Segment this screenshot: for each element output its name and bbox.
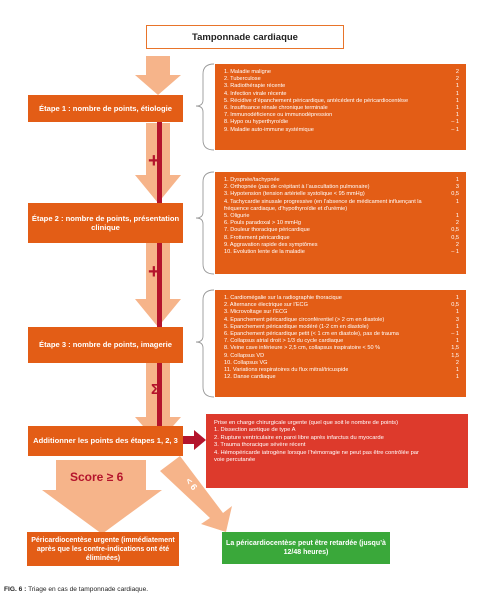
- step-1-box: Étape 1 : nombre de points, étiologie: [28, 95, 183, 122]
- criterion-score: 1,5: [451, 352, 459, 359]
- step-2-box: Étape 2 : nombre de points, présentation clinique: [28, 203, 183, 243]
- criterion-score: 0,5: [451, 234, 459, 241]
- criterion-row: [224, 235, 459, 242]
- criterion-row: [224, 374, 459, 381]
- criterion-text: 2. Alternance électrique sur l’ECG: [224, 302, 308, 309]
- criterion-row: [224, 324, 459, 331]
- criterion-text: 11. Variations respiratoires du flux mitral/tricuspide: [224, 367, 349, 374]
- criterion-row: [224, 199, 459, 213]
- criterion-score: 2: [455, 241, 459, 248]
- criterion-score: 1: [455, 323, 459, 330]
- brace-step2: [196, 172, 214, 274]
- criterion-score: 1: [455, 374, 459, 381]
- criterion-text: 6. Pouls paradoxal > 10 mmHg: [224, 220, 301, 227]
- criterion-row: [224, 191, 459, 198]
- criterion-score: 3: [455, 316, 459, 323]
- criterion-text: 7. Collapsus atrial droit > 1/3 du cycle cardiaque: [224, 338, 344, 345]
- criterion-text: 8. Frottement péricardique: [224, 234, 290, 241]
- criterion-row: [224, 242, 459, 249]
- criterion-score: 2: [455, 76, 459, 83]
- criterion-score: 1: [455, 367, 459, 374]
- caption-label: FIG. 6 :: [4, 586, 27, 593]
- criterion-row: [224, 69, 459, 76]
- criterion-text: 3. Radiothérapie récente: [224, 83, 286, 90]
- criterion-row: [224, 331, 459, 338]
- step-2-criteria-list: [215, 172, 466, 274]
- criterion-score: 1,5: [451, 345, 459, 352]
- criterion-text: 1. Dyspnée/tachypnée: [224, 177, 280, 183]
- criterion-score: 1: [455, 105, 459, 112]
- urgent-pericardiocentesis-box: Péricardiocentèse urgente (immédiatement après que les contre-indications ont été éliminées): [27, 532, 179, 566]
- criterion-text: 7. Immunodéficience ou immunodépression: [224, 112, 333, 119]
- criterion-score: 1: [455, 90, 459, 97]
- criterion-row: [224, 127, 459, 134]
- criterion-score: 3: [455, 184, 459, 191]
- criterion-text: 10. Évolution lente de la maladie: [224, 249, 305, 256]
- criterion-score: 1: [455, 295, 459, 301]
- plus-operator-2: +: [148, 261, 160, 283]
- urgent-item: 2. Rupture ventriculaire en paroi libre après infarctus du myocarde: [214, 434, 384, 441]
- criterion-text: 8. Veine cave inférieure > 2,5 cm, collapsus inspiratoire < 50 %: [224, 345, 381, 352]
- criterion-row: [224, 76, 459, 83]
- sigma-operator: Σ: [151, 381, 161, 398]
- criterion-text: 5. Épanchement péricardique modéré (1-2 cm en diastole): [224, 323, 369, 330]
- criterion-score: 1: [455, 213, 459, 220]
- criterion-text: 2. Orthopnée (pas de crépitant à l’auscultation pulmonaire): [224, 184, 370, 191]
- score-threshold-label: Score ≥ 6: [70, 470, 124, 484]
- criterion-row: [224, 338, 459, 345]
- criterion-text: 3. Hypotension (tension artérielle systolique < 95 mmHg): [224, 191, 365, 198]
- criterion-row: [224, 309, 459, 316]
- criterion-score: 1: [455, 338, 459, 345]
- criterion-text: 10. Collapsus VG: [224, 359, 268, 366]
- criterion-row: [224, 227, 459, 234]
- criterion-row: [224, 302, 459, 309]
- criterion-score: 1: [455, 112, 459, 119]
- criterion-row: [224, 83, 459, 90]
- criterion-row: [224, 105, 459, 112]
- urgent-heading: Prise en charge chirurgicale urgente (quel que soit le nombre de points): [214, 420, 398, 426]
- plus-operator-1: +: [148, 150, 160, 172]
- down-arrow-1: [135, 56, 181, 95]
- step-1-criteria-list: [215, 64, 466, 150]
- criterion-row: [224, 249, 459, 256]
- criterion-score: 1: [455, 177, 459, 183]
- criterion-score: – 1: [451, 331, 459, 338]
- criterion-row: [224, 177, 459, 184]
- brace-step3: [196, 290, 214, 397]
- criterion-text: 12. Danse cardiaque: [224, 374, 276, 381]
- criterion-score: – 1: [451, 249, 459, 256]
- criterion-row: [224, 295, 459, 302]
- criterion-score: – 1: [451, 126, 459, 133]
- criterion-row: [224, 98, 459, 105]
- criterion-score: 2: [455, 220, 459, 227]
- step-3-box: Étape 3 : nombre de points, imagerie: [28, 327, 183, 363]
- criterion-score: 1: [455, 97, 459, 104]
- criterion-row: [224, 184, 459, 191]
- figure-caption: [4, 586, 148, 593]
- caption-text: Triage en cas de tamponnade cardiaque.: [28, 586, 149, 593]
- criterion-row: [224, 345, 459, 352]
- step-sum-box: Additionner les points des étapes 1, 2, 3: [28, 426, 183, 456]
- criterion-row: [224, 220, 459, 227]
- criterion-text: 6. Épanchement péricardique petit (< 1 cm en diastole), pas de trauma: [224, 331, 399, 338]
- urgent-item: 4. Hémopéricarde iatrogène lorsque l’hémorragie ne peut pas être contrôlée par voie percutanée: [214, 449, 419, 464]
- criterion-text: 9. Maladie auto-immune systémique: [224, 126, 314, 133]
- criterion-text: 5. Récidive d’épanchement péricardique, antécédent de péricardiocentèse: [224, 97, 409, 104]
- criterion-score: 1: [455, 309, 459, 316]
- criterion-row: [224, 367, 459, 374]
- criterion-text: 6. Insuffisance rénale chronique terminale: [224, 105, 328, 112]
- criterion-score: 0,5: [451, 227, 459, 234]
- criterion-text: 1. Maladie maligne: [224, 69, 271, 75]
- criterion-row: [224, 91, 459, 98]
- red-arrow-urgent: [183, 430, 206, 450]
- score-lt6-label: < 6: [183, 475, 200, 493]
- criterion-row: [224, 317, 459, 324]
- criterion-text: 9. Aggravation rapide des symptômes: [224, 241, 318, 248]
- criterion-text: 4. Épanchement péricardique circonférentiel (> 2 cm en diastole): [224, 316, 385, 323]
- urgent-item: 3. Trauma thoracique sévère récent: [214, 442, 306, 449]
- criterion-score: 1: [455, 83, 459, 90]
- criterion-text: 7. Douleur thoracique péricardique: [224, 227, 310, 234]
- criterion-score: 0,5: [451, 191, 459, 198]
- criterion-row: [224, 112, 459, 119]
- criterion-text: 4. Tachycardie sinusale progressive (en l’absence de médicament influençant la fréquence cardiaque, d’hypothyroïdie et d’urémie): [224, 198, 422, 212]
- criterion-score: 0,5: [451, 302, 459, 309]
- criterion-score: – 1: [451, 119, 459, 126]
- criterion-row: [224, 119, 459, 126]
- step-3-criteria-list: [215, 290, 466, 397]
- flowchart-title: Tamponnade cardiaque: [146, 25, 344, 49]
- criterion-score: 2: [455, 69, 459, 75]
- criterion-text: 9. Collapsus VD: [224, 352, 265, 359]
- criterion-text: 4. Infection virale récente: [224, 90, 287, 97]
- criterion-score: 1: [455, 198, 459, 205]
- criterion-row: [224, 353, 459, 360]
- criterion-text: 5. Oligurie: [224, 213, 250, 220]
- criterion-row: [224, 213, 459, 220]
- urgent-item: 1. Dissection aortique de type A: [214, 427, 296, 434]
- criterion-text: 2. Tuberculose: [224, 76, 261, 83]
- brace-step1: [196, 64, 214, 150]
- criterion-text: 3. Microvoltage sur l’ECG: [224, 309, 288, 316]
- criterion-text: 8. Hypo ou hyperthyroïdie: [224, 119, 289, 126]
- criterion-row: [224, 360, 459, 367]
- delayed-pericardiocentesis-box: La péricardiocentèse peut être retardée (jusqu’à 12/48 heures): [222, 532, 390, 564]
- criterion-text: 1. Cardiomégalie sur la radiographie thoracique: [224, 295, 342, 301]
- criterion-score: 2: [455, 359, 459, 366]
- urgent-surgery-box: [206, 414, 468, 488]
